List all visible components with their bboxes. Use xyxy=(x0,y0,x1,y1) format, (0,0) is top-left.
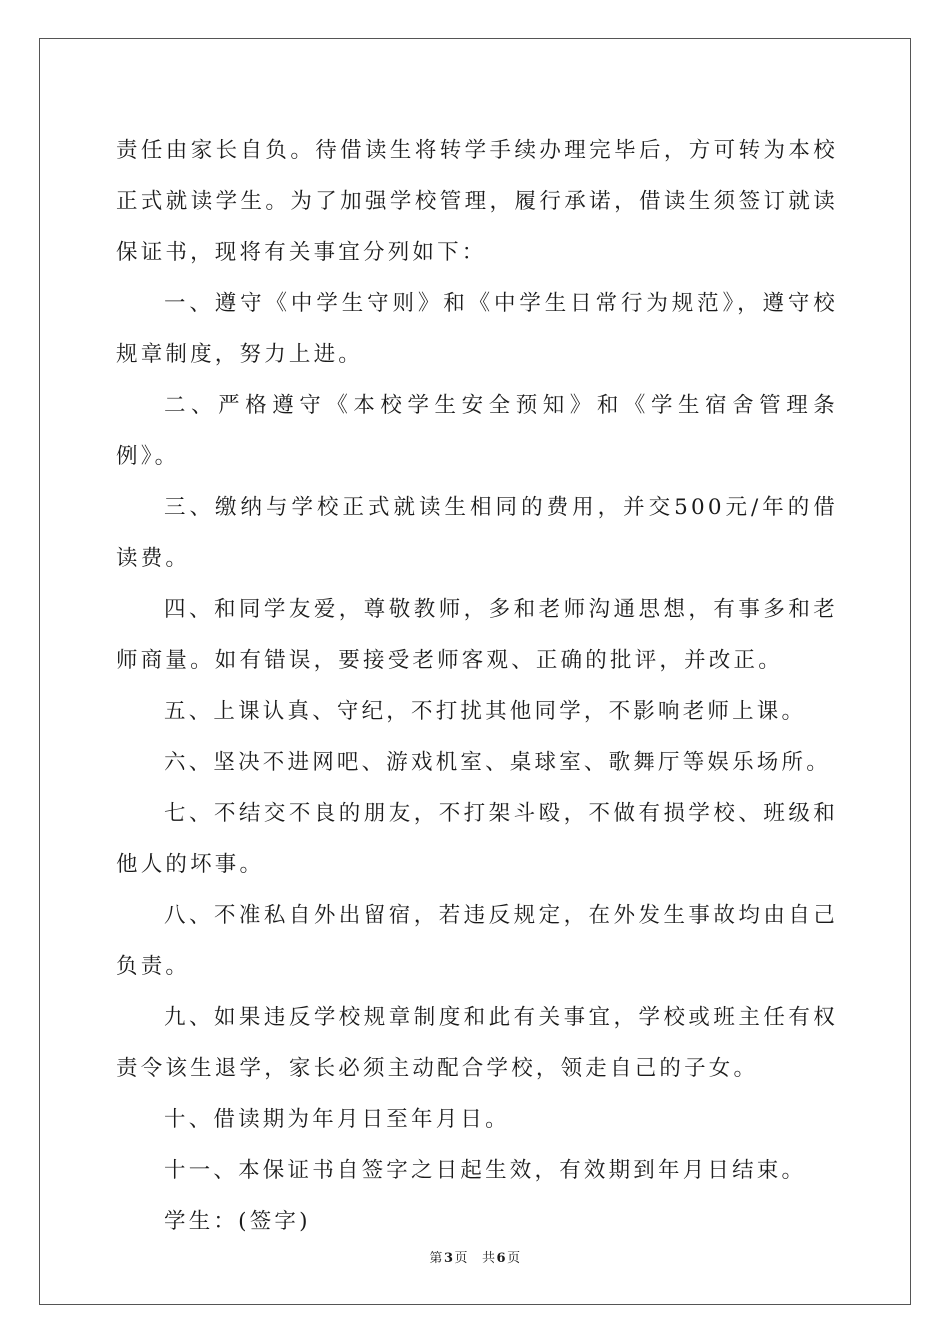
paragraph-item-9: 九、如果违反学校规章制度和此有关事宜，学校或班主任有权责令该生退学，家长必须主动配合学校，领走自己的子女。 xyxy=(116,1005,838,1081)
footer-total-prefix: 共 xyxy=(482,1251,496,1266)
footer-current-page: 3 xyxy=(443,1251,454,1266)
paragraph-item-2: 二、严格遵守《本校学生安全预知》和《学生宿舍管理条例》。 xyxy=(116,393,838,469)
paragraph-item-5: 五、上课认真、守纪，不打扰其他同学，不影响老师上课。 xyxy=(164,699,807,724)
signature-line-student: 学生：(签字) xyxy=(164,1209,311,1234)
paragraph-item-1: 一、遵守《中学生守则》和《中学生日常行为规范》，遵守校规章制度，努力上进。 xyxy=(116,291,838,367)
paragraph-item-4: 四、和同学友爱，尊敬教师，多和老师沟通思想，有事多和老师商量。如有错误，要接受老师客观、正确的批评，并改正。 xyxy=(116,597,838,673)
paragraph-item-8: 八、不准私自外出留宿，若违反规定，在外发生事故均由自己负责。 xyxy=(116,903,838,979)
document-body xyxy=(116,125,838,1247)
page-footer xyxy=(0,1247,950,1266)
paragraph-item-7: 七、不结交不良的朋友，不打架斗殴，不做有损学校、班级和他人的坏事。 xyxy=(116,801,838,877)
paragraph-intro: 责任由家长自负。待借读生将转学手续办理完毕后，方可转为本校正式就读学生。为了加强学校管理，履行承诺，借读生须签订就读保证书，现将有关事宜分列如下： xyxy=(116,138,838,265)
paragraph-item-3: 三、缴纳与学校正式就读生相同的费用，并交500元/年的借读费。 xyxy=(116,495,838,571)
paragraph-item-10: 十、借读期为年月日至年月日。 xyxy=(164,1107,510,1132)
footer-page-prefix: 第 xyxy=(429,1251,443,1266)
paragraph-item-11: 十一、本保证书自签字之日起生效，有效期到年月日结束。 xyxy=(164,1158,807,1183)
footer-total-pages: 6 xyxy=(496,1251,507,1266)
footer-total-suffix: 页 xyxy=(507,1251,521,1266)
paragraph-item-6: 六、坚决不进网吧、游戏机室、桌球室、歌舞厅等娱乐场所。 xyxy=(164,750,831,775)
footer-page-suffix: 页 xyxy=(454,1251,468,1266)
